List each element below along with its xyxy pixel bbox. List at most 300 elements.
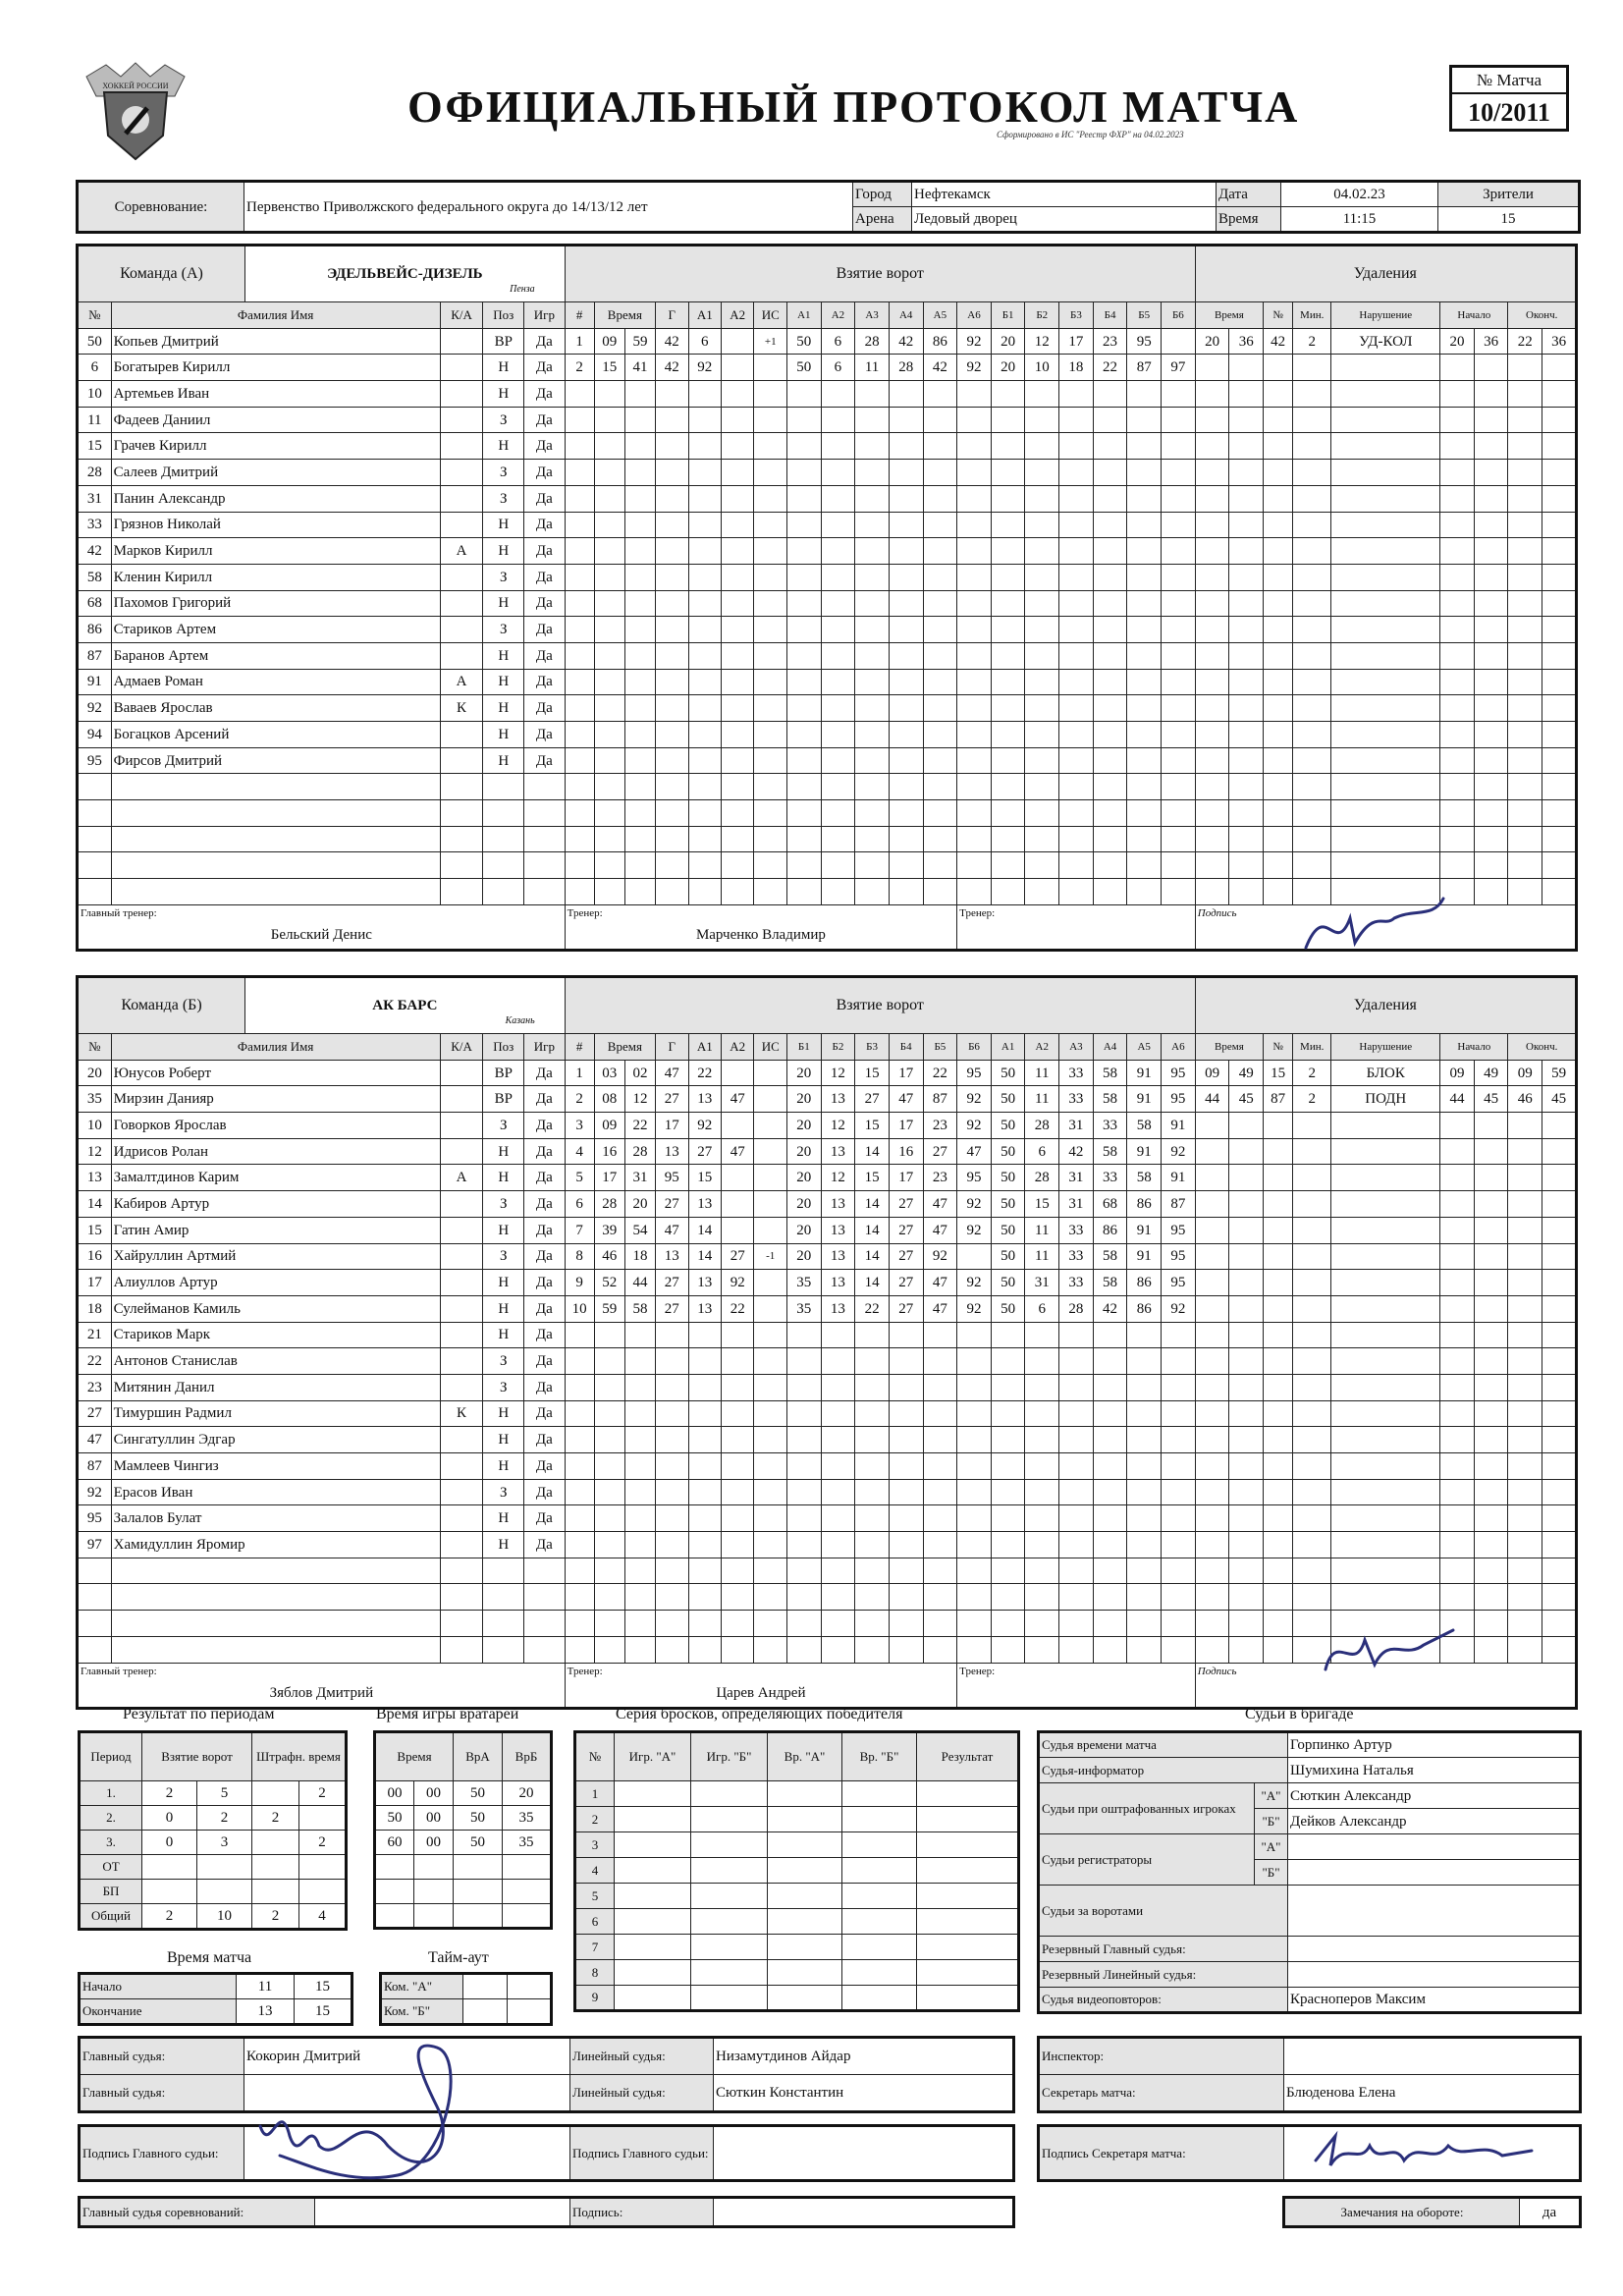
player-row [78, 1322, 1577, 1348]
empty-cell [78, 852, 112, 879]
player-ka [440, 1348, 483, 1375]
empty-cell [656, 1584, 688, 1611]
goal-n: 1 [565, 1060, 594, 1086]
player-number: 23 [78, 1374, 112, 1400]
empty-cell [1025, 879, 1059, 905]
player-name: Грачев Кирилл [111, 433, 440, 460]
empty-cell [1264, 564, 1293, 590]
shootout-row [575, 1884, 1019, 1909]
col-is: ИС [754, 302, 786, 329]
empty-cell [821, 669, 855, 695]
col-onice: А3 [1059, 1034, 1094, 1061]
goal-onice: 92 [957, 1113, 992, 1139]
goal-a1: 22 [688, 1060, 721, 1086]
empty-cell [1127, 538, 1162, 565]
main-ref-label-1: Главный судья: [80, 2038, 244, 2075]
empty-cell [111, 826, 440, 852]
empty-cell [855, 826, 890, 852]
col-onice: Б3 [855, 1034, 890, 1061]
player-name: Панин Александр [111, 485, 440, 512]
empty-cell [1474, 433, 1508, 460]
gk-m: 00 [375, 1781, 414, 1806]
shootout-row [575, 1909, 1019, 1935]
periods-h-period: Период [80, 1732, 142, 1781]
empty-cell [1440, 722, 1475, 748]
shootout-h-ia: Игр. "А" [615, 1732, 691, 1781]
empty-cell [1093, 564, 1127, 590]
empty-cell [1474, 695, 1508, 722]
empty-cell [1162, 538, 1196, 565]
empty-cell [656, 617, 688, 643]
goal-g: 42 [656, 355, 688, 381]
goal-onice: 11 [1025, 1060, 1059, 1086]
empty-cell [1293, 852, 1331, 879]
periods-h-pen: Штрафн. время [252, 1732, 347, 1781]
empty-cell [923, 1479, 957, 1505]
empty-cell [594, 1558, 624, 1584]
goal-a1: 15 [688, 1165, 721, 1191]
empty-cell [1229, 1322, 1264, 1348]
player-name: Копьев Дмитрий [111, 328, 440, 355]
empty-cell [722, 826, 754, 852]
empty-cell [1195, 1295, 1229, 1322]
empty-cell [754, 747, 786, 774]
empty-cell [957, 826, 992, 852]
player-number: 86 [78, 617, 112, 643]
empty-cell [1229, 774, 1264, 800]
empty-cell [1093, 1636, 1127, 1663]
goal-onice: 22 [923, 1060, 957, 1086]
empty-cell [594, 642, 624, 669]
empty-cell [855, 695, 890, 722]
player-ka [440, 1243, 483, 1270]
empty-cell [722, 747, 754, 774]
col-ka: К/А [440, 302, 483, 329]
player-name: Фадеев Даниил [111, 407, 440, 433]
empty-cell [1093, 1611, 1127, 1637]
shootout-h-va: Вр. "А" [768, 1732, 842, 1781]
empty-cell [688, 722, 721, 748]
pen-bm: 09 [1440, 1060, 1475, 1086]
col-p-inf: Нарушение [1331, 302, 1440, 329]
empty-cell [1127, 485, 1162, 512]
empty-cell [1264, 669, 1293, 695]
goal-onice: 14 [855, 1138, 890, 1165]
empty-cell [754, 1453, 786, 1480]
empty-cell [957, 800, 992, 827]
empty-cell [1440, 1295, 1475, 1322]
empty-cell [1195, 1400, 1229, 1427]
empty-cell [786, 564, 821, 590]
empty-cell [1508, 1217, 1542, 1243]
empty-cell [1195, 1427, 1229, 1453]
empty-cell [1542, 512, 1577, 538]
empty-cell [1293, 1295, 1331, 1322]
empty-cell [414, 1855, 454, 1880]
empty-cell [1508, 747, 1542, 774]
player-number: 92 [78, 695, 112, 722]
empty-cell [656, 826, 688, 852]
empty-cell [1508, 1453, 1542, 1480]
empty-cell [1093, 1558, 1127, 1584]
shootout-n: 8 [575, 1960, 615, 1986]
empty-cell [594, 1611, 624, 1637]
empty-cell [1127, 852, 1162, 879]
empty-cell [923, 485, 957, 512]
empty-cell [688, 774, 721, 800]
period-pb [299, 1855, 347, 1880]
player-ka [440, 747, 483, 774]
empty-cell [78, 800, 112, 827]
empty-cell [1264, 1453, 1293, 1480]
empty-cell [821, 538, 855, 565]
empty-cell [842, 1935, 917, 1960]
empty-cell [1331, 1453, 1440, 1480]
period-b: 2 [197, 1806, 252, 1831]
empty-cell [786, 1505, 821, 1532]
player-ka [440, 564, 483, 590]
empty-cell [1331, 826, 1440, 852]
empty-cell [1542, 617, 1577, 643]
empty-cell [656, 460, 688, 486]
empty-cell [1293, 800, 1331, 827]
empty-cell [1162, 485, 1196, 512]
period-pa [252, 1781, 299, 1806]
empty-cell [1264, 774, 1293, 800]
empty-cell [656, 381, 688, 408]
empty-cell [917, 1986, 1019, 2011]
empty-cell [1542, 1400, 1577, 1427]
empty-cell [1025, 695, 1059, 722]
player-position: Н [483, 747, 524, 774]
empty-cell [483, 1584, 524, 1611]
empty-cell [1195, 747, 1229, 774]
empty-cell [1093, 512, 1127, 538]
empty-cell [1093, 722, 1127, 748]
period-a [142, 1855, 197, 1880]
empty-cell [1264, 433, 1293, 460]
player-number: 28 [78, 460, 112, 486]
empty-cell [565, 1532, 594, 1558]
svg-text:ХОККЕЙ РОССИИ: ХОККЕЙ РОССИИ [102, 82, 169, 90]
goal-onice: 87 [1162, 1191, 1196, 1218]
empty-cell [624, 460, 655, 486]
empty-cell [1293, 1400, 1331, 1427]
empty-cell [524, 1611, 566, 1637]
goal-onice: 12 [821, 1060, 855, 1086]
empty-cell [1264, 1191, 1293, 1218]
empty-cell [1229, 1113, 1264, 1139]
col-is: ИС [754, 1034, 786, 1061]
empty-cell [1440, 407, 1475, 433]
empty-cell [821, 381, 855, 408]
periods-table [78, 1730, 348, 1931]
empty-cell [722, 617, 754, 643]
empty-cell [688, 642, 721, 669]
team-a-signature [1296, 889, 1473, 967]
player-name: Салеев Дмитрий [111, 460, 440, 486]
empty-cell [565, 485, 594, 512]
empty-cell [1331, 1217, 1440, 1243]
empty-cell [1542, 1505, 1577, 1532]
goal-onice: 20 [786, 1165, 821, 1191]
empty-cell [565, 747, 594, 774]
empty-cell [1093, 1532, 1127, 1558]
empty-cell [1293, 1270, 1331, 1296]
empty-cell [1059, 1558, 1094, 1584]
goal-a1: 13 [688, 1270, 721, 1296]
goal-is [754, 1060, 786, 1086]
player-position: З [483, 485, 524, 512]
empty-cell [1195, 1270, 1229, 1296]
empty-cell [1195, 1584, 1229, 1611]
reg-judges-label: Судьи регистраторы [1039, 1834, 1255, 1886]
head-coach-label: Главный тренер: [81, 906, 157, 919]
coach2-label: Тренер: [959, 906, 996, 919]
goal-a2: 47 [722, 1086, 754, 1113]
empty-cell [991, 564, 1025, 590]
period-b: 3 [197, 1831, 252, 1855]
player-ka: К [440, 695, 483, 722]
goal-a1: 27 [688, 1138, 721, 1165]
empty-cell [821, 407, 855, 433]
empty-cell [1331, 1505, 1440, 1532]
goal-onice: 42 [923, 355, 957, 381]
gk-s: 00 [414, 1781, 454, 1806]
empty-cell [855, 1584, 890, 1611]
col-p-min: Мин. [1293, 302, 1331, 329]
empty-cell [923, 538, 957, 565]
team-b-signature [1316, 1620, 1483, 1689]
pen-bs: 45 [1474, 1086, 1508, 1113]
empty-cell [768, 1832, 842, 1858]
empty-cell [917, 1935, 1019, 1960]
empty-cell [1542, 747, 1577, 774]
empty-cell [991, 485, 1025, 512]
empty-cell [1195, 1165, 1229, 1191]
empty-cell [991, 1532, 1025, 1558]
empty-cell [656, 1322, 688, 1348]
empty-cell [722, 774, 754, 800]
empty-cell [1195, 852, 1229, 879]
empty-cell [1508, 381, 1542, 408]
empty-cell [1025, 381, 1059, 408]
empty-cell [722, 1505, 754, 1532]
empty-cell [889, 722, 923, 748]
player-position: Н [483, 642, 524, 669]
empty-cell [1264, 1636, 1293, 1663]
empty-cell [1059, 512, 1094, 538]
goal-onice: 92 [957, 1270, 992, 1296]
empty-cell [889, 1427, 923, 1453]
goal-onice: 58 [1093, 1138, 1127, 1165]
empty-cell [1229, 1505, 1264, 1532]
empty-cell [1542, 722, 1577, 748]
player-row [78, 1348, 1577, 1375]
empty-cell [1093, 800, 1127, 827]
empty-cell [615, 1960, 691, 1986]
empty-cell [1093, 1453, 1127, 1480]
empty-cell [1293, 747, 1331, 774]
player-played: Да [524, 512, 566, 538]
col-num: № [78, 302, 112, 329]
empty-cell [1264, 642, 1293, 669]
empty-cell [889, 642, 923, 669]
goals-header: Взятие ворот [565, 246, 1195, 302]
empty-cell [821, 1322, 855, 1348]
empty-cell [1331, 538, 1440, 565]
empty-cell [565, 1636, 594, 1663]
col-onice: Б3 [1059, 302, 1094, 329]
empty-cell [1229, 800, 1264, 827]
empty-cell [594, 747, 624, 774]
col-onice: А5 [923, 302, 957, 329]
empty-cell [1195, 433, 1229, 460]
empty-cell [722, 564, 754, 590]
empty-cell [524, 1584, 566, 1611]
empty-cell [1059, 564, 1094, 590]
player-row [78, 1558, 1577, 1584]
empty-cell [1508, 1532, 1542, 1558]
empty-cell [991, 826, 1025, 852]
col-onice: Б2 [821, 1034, 855, 1061]
empty-cell [889, 381, 923, 408]
empty-cell [754, 669, 786, 695]
empty-cell [1264, 355, 1293, 381]
empty-cell [1542, 1374, 1577, 1400]
empty-cell [1440, 1374, 1475, 1400]
goal-is [754, 1086, 786, 1113]
empty-cell [1331, 1165, 1440, 1191]
empty-cell [957, 538, 992, 565]
goal-n: 5 [565, 1165, 594, 1191]
empty-cell [1264, 1584, 1293, 1611]
shootout-h-ib: Игр. "Б" [691, 1732, 768, 1781]
coach2-cell [957, 1663, 1196, 1708]
empty-cell [923, 1636, 957, 1663]
empty-cell [1093, 590, 1127, 617]
empty-cell [1229, 1400, 1264, 1427]
empty-cell [786, 590, 821, 617]
empty-cell [1025, 747, 1059, 774]
empty-cell [1162, 1611, 1196, 1637]
empty-cell [786, 722, 821, 748]
empty-cell [722, 460, 754, 486]
gk-m: 50 [375, 1806, 414, 1831]
empty-cell [594, 1453, 624, 1480]
empty-cell [594, 538, 624, 565]
goal-onice: 15 [855, 1113, 890, 1139]
empty-cell [957, 1400, 992, 1427]
spectators-value: 15 [1438, 207, 1580, 233]
empty-cell [1059, 1584, 1094, 1611]
empty-cell [754, 695, 786, 722]
goal-onice: 33 [1059, 1086, 1094, 1113]
empty-cell [1162, 460, 1196, 486]
pen-inf: УД-КОЛ [1331, 328, 1440, 355]
goal-n: 3 [565, 1113, 594, 1139]
player-row [78, 1086, 1577, 1113]
empty-cell [691, 1960, 768, 1986]
goal-onice: 92 [957, 1217, 992, 1243]
empty-cell [656, 1636, 688, 1663]
time-label: Время [1217, 207, 1281, 233]
empty-cell [923, 1584, 957, 1611]
period-a: 0 [142, 1831, 197, 1855]
empty-cell [1195, 774, 1229, 800]
player-row [78, 538, 1577, 565]
player-position: ВР [483, 1060, 524, 1086]
period-p: БП [80, 1880, 142, 1904]
empty-cell [624, 1348, 655, 1375]
empty-cell [855, 747, 890, 774]
head-coach-label: Главный тренер: [81, 1665, 157, 1677]
player-number: 50 [78, 328, 112, 355]
empty-cell [1264, 1295, 1293, 1322]
col-onice: Б1 [991, 302, 1025, 329]
shootout-n: 7 [575, 1935, 615, 1960]
empty-cell [786, 1427, 821, 1453]
sign-main-label-1: Подпись Главного судьи: [80, 2126, 244, 2181]
empty-cell [821, 433, 855, 460]
empty-cell [855, 1636, 890, 1663]
empty-cell [1331, 800, 1440, 827]
player-number: 87 [78, 1453, 112, 1480]
empty-cell [722, 1453, 754, 1480]
player-row [78, 407, 1577, 433]
empty-cell [786, 852, 821, 879]
empty-cell [786, 485, 821, 512]
empty-cell [1474, 407, 1508, 433]
player-ka [440, 1479, 483, 1505]
empty-cell [1093, 879, 1127, 905]
col-onice: Б1 [786, 1034, 821, 1061]
player-name: Адмаев Роман [111, 669, 440, 695]
page-title: ОФИЦИАЛЬНЫЙ ПРОТОКОЛ МАТЧА [407, 82, 1300, 132]
player-position: Н [483, 1295, 524, 1322]
goal-onice: 92 [957, 328, 992, 355]
player-row [78, 1400, 1577, 1427]
goal-n: 8 [565, 1243, 594, 1270]
player-row [78, 642, 1577, 669]
goal-onice: 23 [923, 1113, 957, 1139]
empty-cell [754, 642, 786, 669]
goal-a2 [722, 1060, 754, 1086]
empty-cell [821, 695, 855, 722]
player-position: Н [483, 1427, 524, 1453]
empty-cell [440, 1558, 483, 1584]
goal-onice: 47 [923, 1295, 957, 1322]
empty-cell [1059, 642, 1094, 669]
player-played: Да [524, 1427, 566, 1453]
empty-cell [957, 433, 992, 460]
empty-cell [78, 1584, 112, 1611]
col-igr: Игр [524, 1034, 566, 1061]
empty-cell [656, 669, 688, 695]
player-played: Да [524, 617, 566, 643]
empty-cell [1162, 800, 1196, 827]
empty-cell [1025, 1505, 1059, 1532]
player-ka: А [440, 538, 483, 565]
empty-cell [1162, 1400, 1196, 1427]
empty-cell [594, 879, 624, 905]
empty-cell [565, 617, 594, 643]
player-row [78, 590, 1577, 617]
empty-cell [1229, 1270, 1264, 1296]
goal-a2 [722, 328, 754, 355]
empty-cell [1025, 1400, 1059, 1427]
col-num: № [78, 1034, 112, 1061]
